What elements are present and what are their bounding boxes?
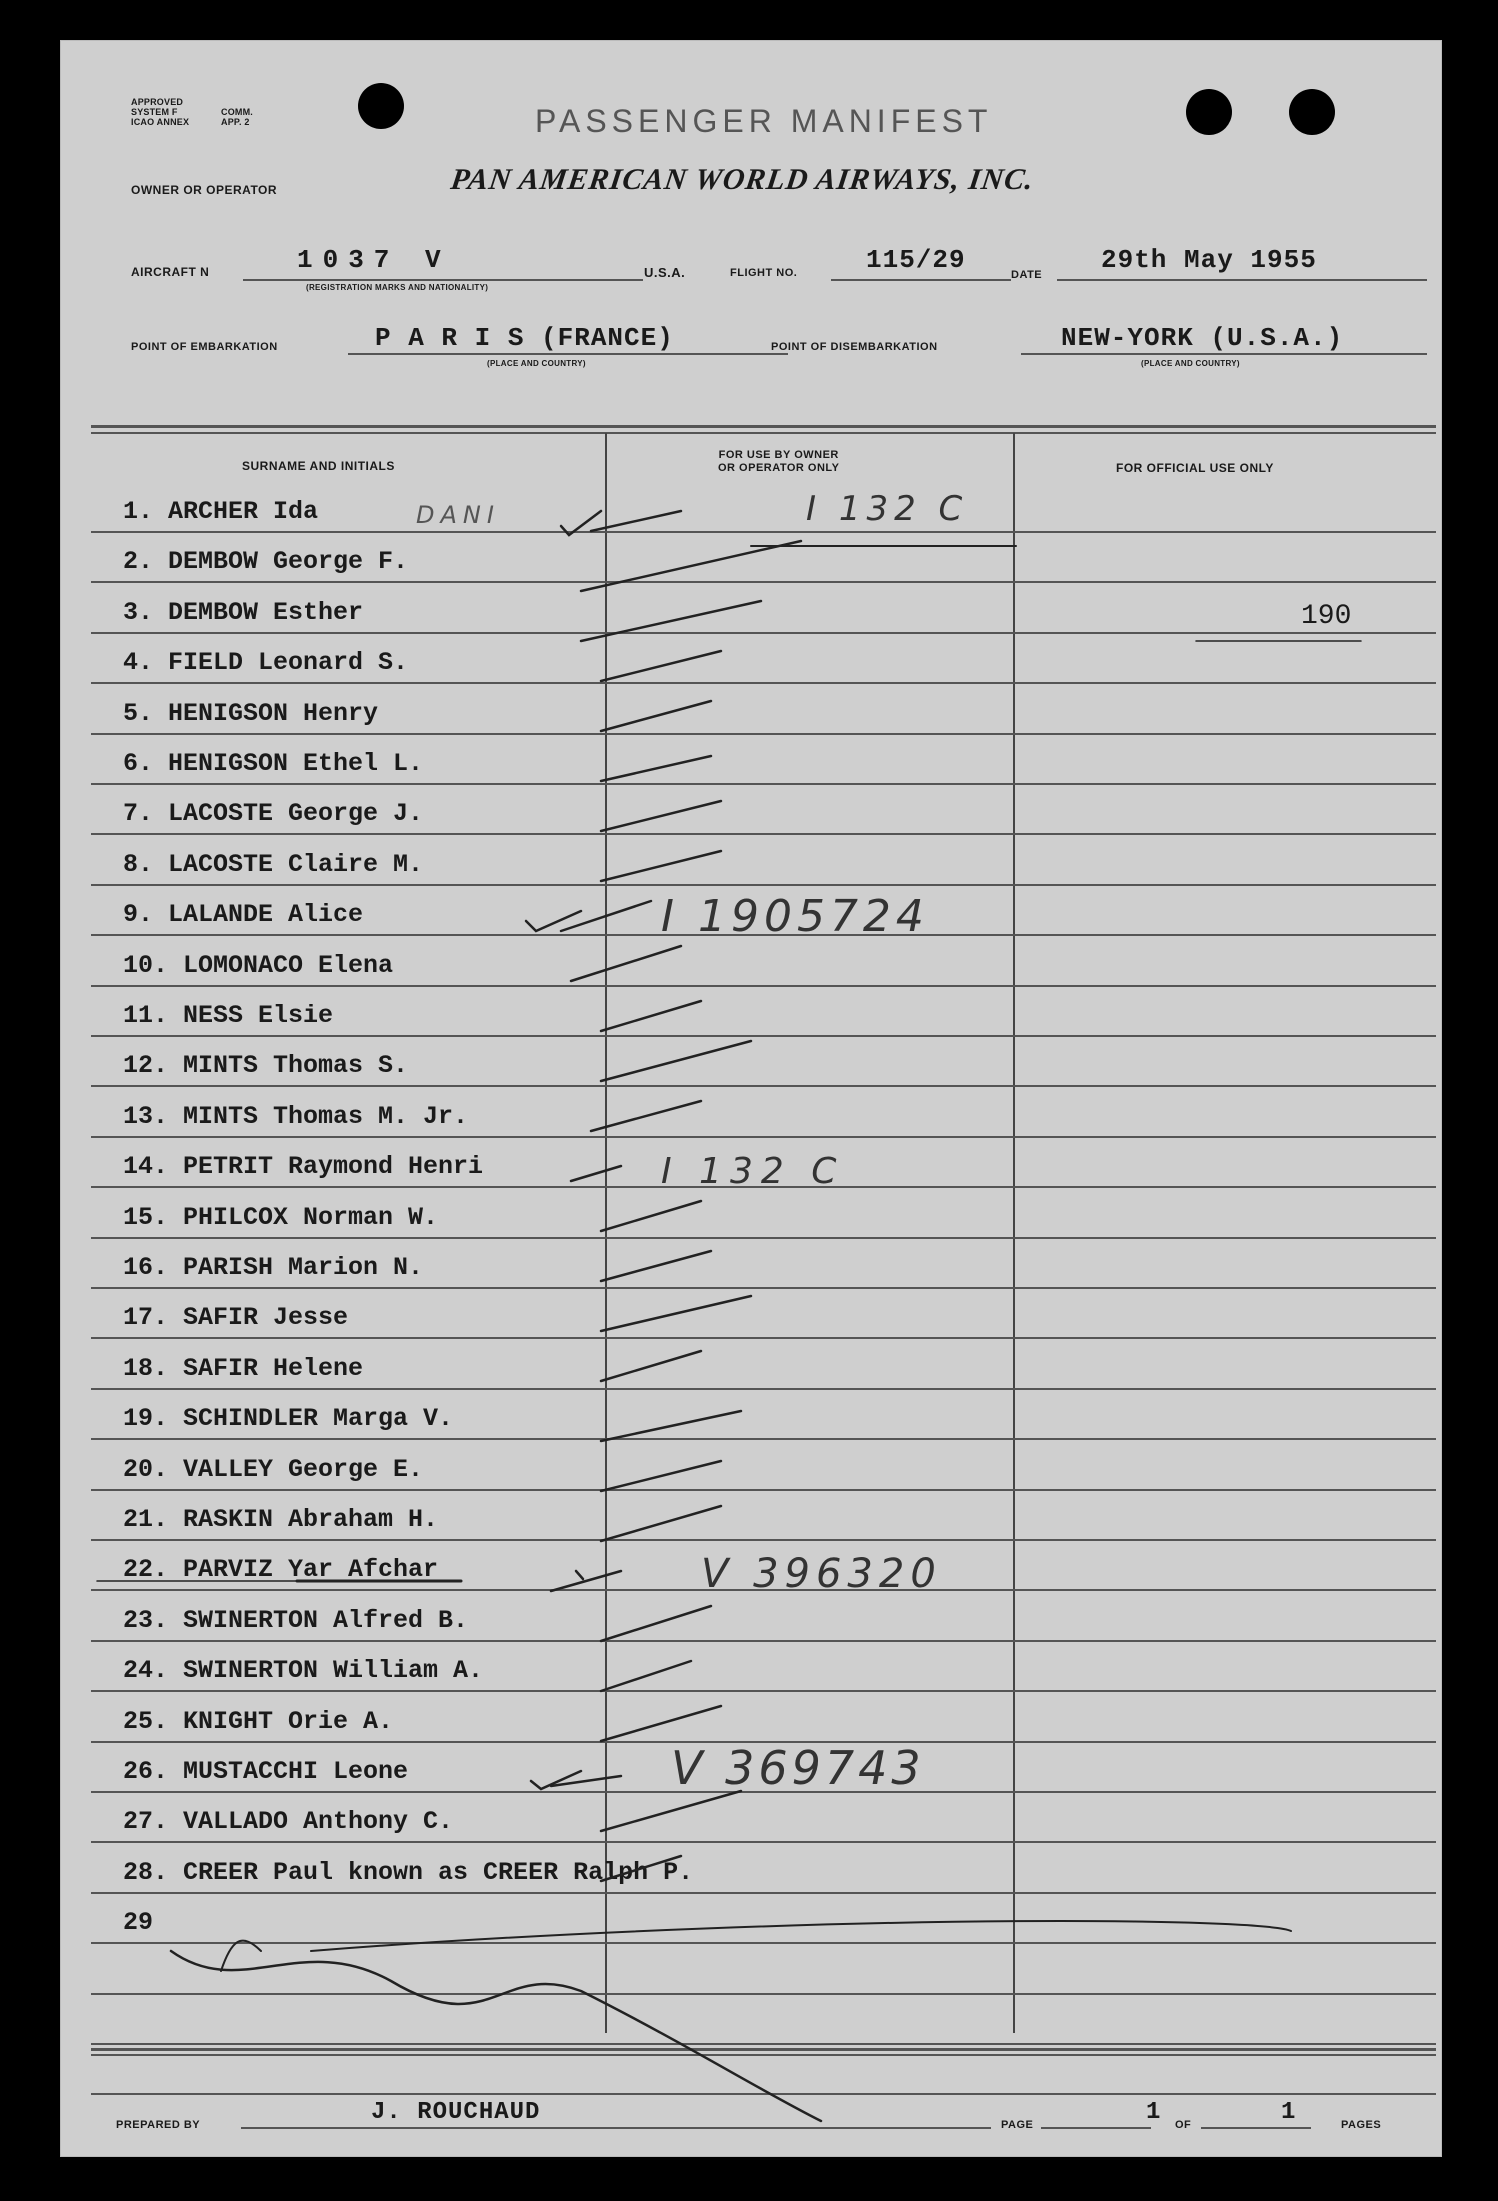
- passenger-entry: 25. KNIGHT Orie A.: [123, 1706, 394, 1736]
- tick-mark: [591, 511, 681, 531]
- prepared-by: J. ROUCHAUD: [371, 2099, 541, 2126]
- passenger-entry: 17. SAFIR Jesse: [123, 1303, 349, 1333]
- passenger-entry: 22. PARVIZ Yar Afchar: [123, 1555, 439, 1585]
- passenger-entry: 29: [123, 1908, 154, 1938]
- passenger-entry: 2. DEMBOW George F.: [123, 547, 409, 577]
- approval-line: COMM.: [221, 107, 253, 117]
- tick-mark: [571, 1166, 621, 1181]
- pages-label: PAGES: [1341, 2119, 1382, 2131]
- approval-line: APP. 2: [221, 117, 250, 127]
- passenger-entry: 18. SAFIR Helene: [123, 1353, 364, 1383]
- passenger-entry: 12. MINTS Thomas S.: [123, 1051, 409, 1081]
- tick-mark: [601, 1791, 741, 1831]
- handwritten-code: I 132 C: [806, 489, 969, 529]
- aircraft-registration: 1037 V: [297, 245, 451, 275]
- tick-mark: [601, 1251, 711, 1281]
- approval-line: APPROVED: [131, 97, 184, 107]
- aircraft-label: AIRCRAFT N: [131, 265, 210, 279]
- page-label: PAGE: [1001, 2119, 1034, 2131]
- handwritten-code: I 132 C: [661, 1151, 845, 1192]
- approval-line: SYSTEM F: [131, 107, 178, 117]
- passenger-entry: 23. SWINERTON Alfred B.: [123, 1605, 469, 1635]
- passenger-entry: 26. MUSTACCHI Leone: [123, 1757, 409, 1786]
- official-number: 190: [1301, 601, 1352, 632]
- of-label: OF: [1175, 2119, 1192, 2131]
- passenger-entry: 10. LOMONACO Elena: [123, 950, 394, 980]
- tick-mark: [571, 946, 681, 981]
- strike-line: [221, 1941, 261, 1971]
- flight-date: 29th May 1955: [1101, 245, 1317, 275]
- passenger-entry: 13. MINTS Thomas M. Jr.: [123, 1101, 469, 1131]
- header-line: OR OPERATOR ONLY: [718, 462, 840, 474]
- total-pages: 1: [1281, 2099, 1297, 2126]
- passenger-entry: 5. HENIGSON Henry: [123, 698, 379, 728]
- tick-mark: [601, 1661, 691, 1691]
- col-header-official: FOR OFFICIAL USE ONLY: [1116, 461, 1274, 475]
- tick-mark: [601, 1001, 701, 1031]
- prepared-label: PREPARED BY: [116, 2119, 201, 2131]
- tick-mark: [551, 1571, 621, 1591]
- passenger-entry: 16. PARISH Marion N.: [123, 1253, 424, 1282]
- strike-line: [311, 1921, 1291, 1951]
- tick-mark: [601, 1351, 701, 1381]
- tick-mark: [601, 651, 721, 681]
- passenger-entry: 9. LALANDE Alice: [123, 900, 364, 930]
- tick-mark: [601, 701, 711, 731]
- date-label: DATE: [1011, 269, 1043, 281]
- passenger-entry: 4. FIELD Leonard S.: [123, 648, 409, 678]
- col-header-names: SURNAME AND INITIALS: [242, 459, 395, 473]
- place-caption: (PLACE AND COUNTRY): [487, 359, 586, 368]
- passenger-entry: 1. ARCHER Ida: [123, 497, 319, 526]
- page-number: 1: [1146, 2099, 1162, 2126]
- disembarkation-label: POINT OF DISEMBARKATION: [771, 341, 938, 353]
- airline-name: PAN AMERICAN WORLD AIRWAYS, INC.: [448, 163, 1037, 196]
- pages-underline: [1201, 2127, 1311, 2129]
- tick-mark: [601, 1606, 711, 1641]
- tick-mark: [591, 1101, 701, 1131]
- check-mark: [561, 511, 601, 535]
- passenger-entry: 8. LACOSTE Claire M.: [123, 849, 424, 879]
- tick-mark: [601, 1856, 681, 1881]
- passenger-entry: 3. DEMBOW Esther: [123, 597, 364, 627]
- pen-marks: [61, 41, 1441, 2156]
- manifest-sheet: [60, 40, 1442, 2157]
- tick-mark: [601, 1296, 751, 1331]
- tick-mark: [601, 1506, 721, 1541]
- handwritten-code: V 396320: [701, 1551, 942, 1597]
- registration-caption: (REGISTRATION MARKS AND NATIONALITY): [306, 283, 489, 292]
- document-title: PASSENGER MANIFEST: [535, 103, 993, 139]
- handwritten-code: I 1905724: [661, 891, 929, 942]
- tick-mark: [561, 901, 651, 931]
- page-underline: [1041, 2127, 1151, 2129]
- check-mark: [576, 1571, 583, 1579]
- tick-mark: [601, 1201, 701, 1231]
- flight-label: FLIGHT NO.: [730, 267, 798, 279]
- prepared-underline: [241, 2127, 991, 2129]
- disembarkation-place: NEW-YORK (U.S.A.): [1061, 323, 1344, 353]
- handwritten-code: V 369743: [671, 1741, 925, 1795]
- passenger-entry: 24. SWINERTON William A.: [123, 1656, 484, 1686]
- strike-line: [171, 1951, 821, 2121]
- handwritten-note: DANI: [416, 501, 500, 529]
- place-caption: (PLACE AND COUNTRY): [1141, 359, 1240, 368]
- passenger-entry: 19. SCHINDLER Marga V.: [123, 1404, 454, 1434]
- tick-mark: [601, 1461, 721, 1491]
- passenger-entry: 14. PETRIT Raymond Henri: [123, 1152, 484, 1182]
- tick-mark: [601, 756, 711, 781]
- tick-mark: [601, 801, 721, 831]
- tick-mark: [601, 851, 721, 881]
- approval-line: ICAO ANNEX: [131, 117, 190, 127]
- embarkation-label: POINT OF EMBARKATION: [131, 341, 278, 353]
- passenger-entry: 7. LACOSTE George J.: [123, 799, 424, 829]
- header-line: FOR USE BY OWNER: [718, 449, 839, 461]
- tick-mark: [581, 601, 761, 641]
- owner-label: OWNER OR OPERATOR: [131, 183, 278, 197]
- passenger-entry: 27. VALLADO Anthony C.: [123, 1807, 454, 1837]
- tick-mark: [581, 541, 801, 591]
- tick-mark: [601, 1706, 721, 1741]
- tick-mark: [601, 1041, 751, 1081]
- tick-mark: [601, 1411, 741, 1441]
- passenger-entry: 11. NESS Elsie: [123, 1001, 334, 1030]
- passenger-entry: 28. CREER Paul known as CREER Ralph P.: [123, 1857, 694, 1887]
- passenger-entry: 6. HENIGSON Ethel L.: [123, 749, 424, 778]
- country-label: U.S.A.: [644, 265, 686, 280]
- passenger-entry: 20. VALLEY George E.: [123, 1454, 424, 1484]
- passenger-entry: 21. RASKIN Abraham H.: [123, 1505, 439, 1534]
- flight-number: 115/29: [866, 245, 966, 275]
- passenger-entry: 15. PHILCOX Norman W.: [123, 1202, 439, 1232]
- embarkation-place: P A R I S (FRANCE): [375, 323, 674, 353]
